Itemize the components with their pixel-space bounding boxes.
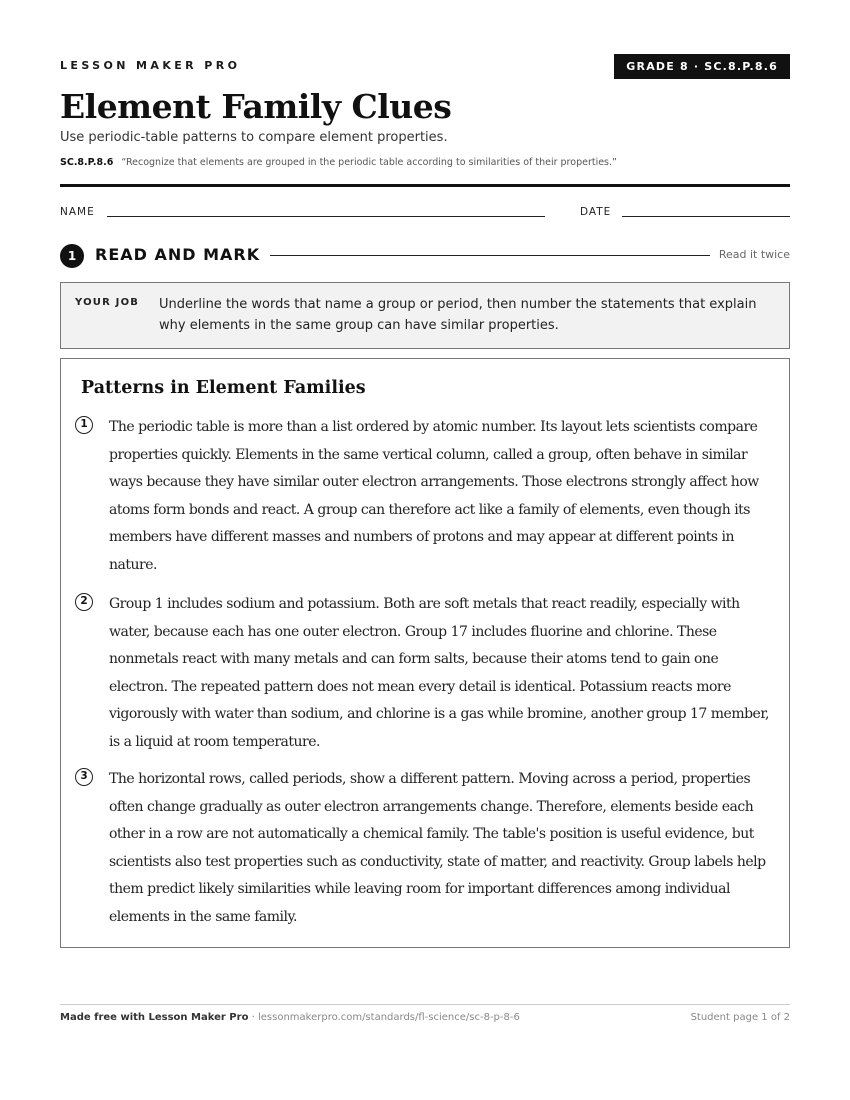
- instructions-text: Underline the words that name a group or period, then number the statements that explain why elements in the same group can have similar properties.: [159, 297, 757, 333]
- reading-passage-box: [60, 358, 790, 948]
- name-field[interactable]: [107, 216, 545, 217]
- page-indicator: Student page 1 of 2: [690, 1012, 790, 1023]
- brand-name: LESSON MAKER PRO: [60, 59, 241, 72]
- footer-divider: [60, 1004, 790, 1005]
- standard-code: SC.8.P.8.6: [60, 157, 114, 168]
- section-note: Read it twice: [718, 248, 790, 261]
- section-title: READ AND MARK: [95, 245, 261, 264]
- passage-paragraph: [75, 591, 775, 756]
- footer-url: · lessonmakerpro.com/standards/fl-science/sc-8-p-8-6: [248, 1012, 520, 1023]
- paragraph-text: The horizontal rows, called periods, show a different pattern. Moving across a period, properties often change gradually as outer electron arrangements change. Therefore, elements beside each other in a row are not automatically a chemical family. The table's position is useful evidence, but scientists also test properties such as conductivity, state of matter, and reactivity. Group labels help them predict likely similarities while leaving room for important differences among individual elements in the same family.: [109, 771, 766, 925]
- passage-paragraph: [75, 414, 775, 579]
- passage-paragraph: [75, 766, 775, 931]
- section-header: [60, 243, 790, 269]
- page-title: Element Family Clues: [60, 87, 452, 126]
- section-number-badge: 1: [60, 244, 84, 268]
- footer-brand: Made free with Lesson Maker Pro: [60, 1012, 249, 1023]
- page-subtitle: Use periodic-table patterns to compare element properties.: [60, 130, 448, 145]
- paragraph-text: Group 1 includes sodium and potassium. Both are soft metals that react readily, especially with water, because each has one outer electron. Group 17 includes fluorine and chlorine. These nonmetals react with many metals and can form salts, because their atoms tend to gain one electron. The repeated pattern does not mean every detail is identical. Potassium reacts more vigorously with water than sodium, and chlorine is a gas while bromine, another group 17 member, is a liquid at room temperature.: [109, 596, 769, 750]
- date-field[interactable]: [622, 216, 790, 217]
- passage-title: Patterns in Element Families: [81, 378, 366, 398]
- instructions-box: [60, 282, 790, 349]
- paragraph-number: 1: [75, 416, 93, 434]
- section-divider: [270, 255, 710, 256]
- instructions-label: YOUR JOB: [75, 297, 140, 308]
- standard-text: “Recognize that elements are grouped in the periodic table according to similarities of their properties.”: [121, 157, 617, 168]
- name-label: NAME: [60, 206, 95, 218]
- standard-statement: [60, 157, 617, 168]
- date-label: DATE: [580, 206, 612, 218]
- grade-standard-badge: GRADE 8 · SC.8.P.8.6: [614, 54, 790, 79]
- paragraph-number: 2: [75, 593, 93, 611]
- paragraph-number: 3: [75, 768, 93, 786]
- paragraph-text: The periodic table is more than a list ordered by atomic number. Its layout lets scientists compare properties quickly. Elements in the same vertical column, called a group, often behave in similar ways because they have similar outer electron arrangements. Those electrons strongly affect how atoms form bonds and react. A group can therefore act like a family of elements, even though its members have different masses and numbers of protons and may appear at different points in nature.: [109, 419, 759, 573]
- header-divider: [60, 184, 790, 187]
- footer-credit: [60, 1012, 520, 1023]
